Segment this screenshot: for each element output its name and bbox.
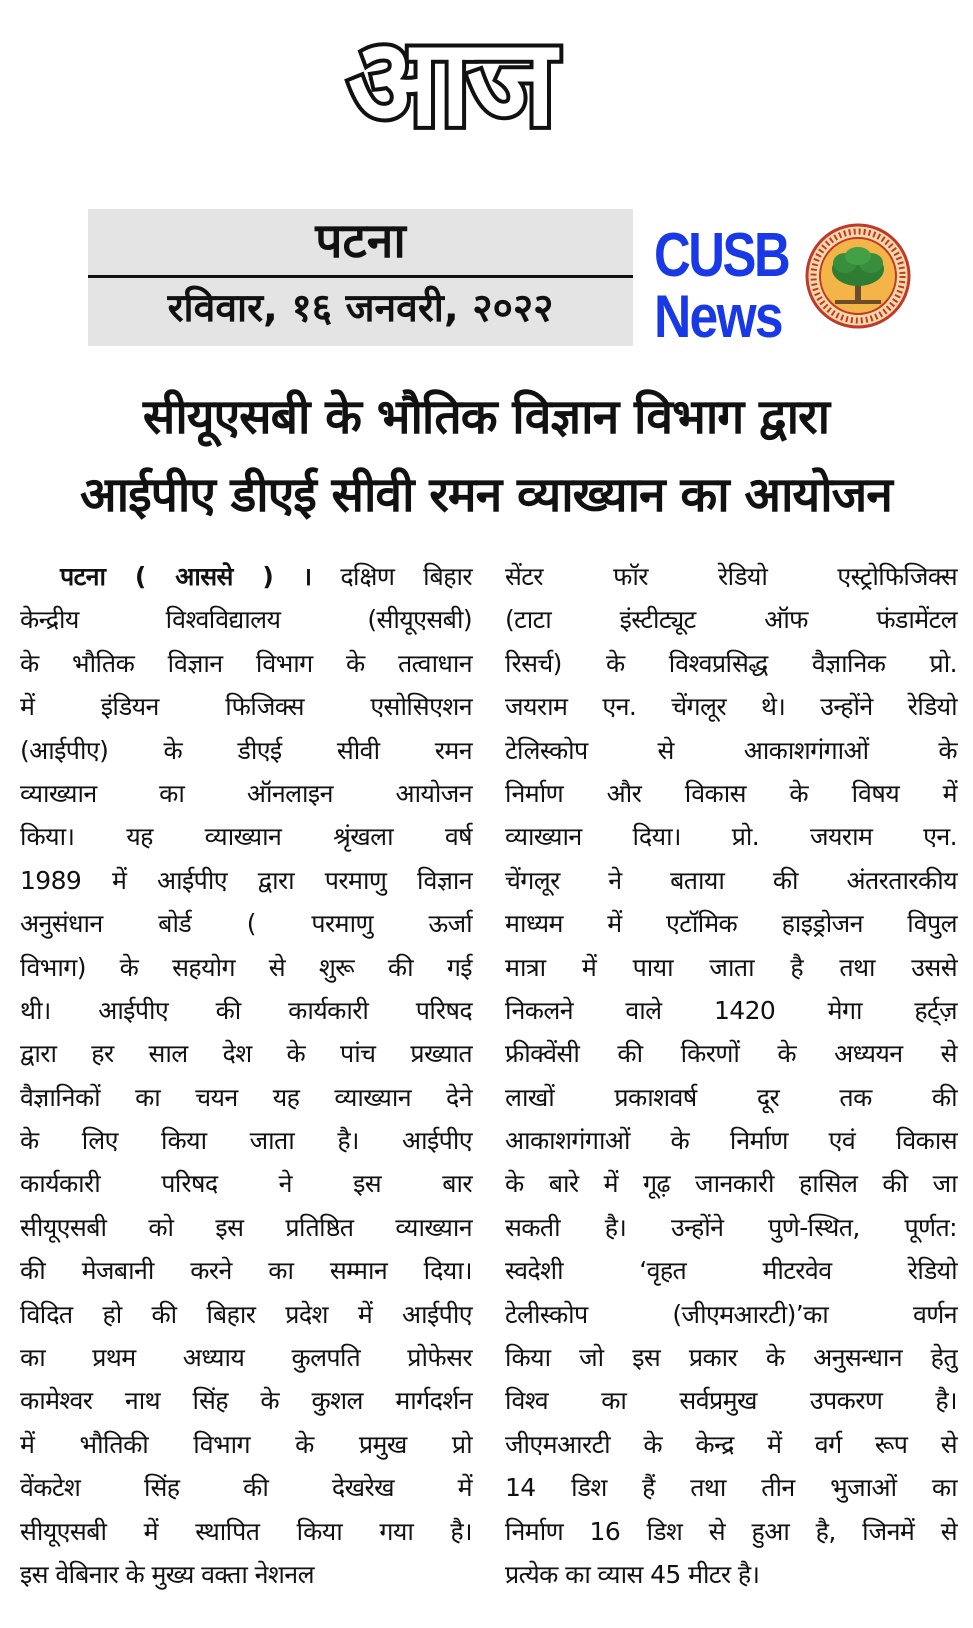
article-line: के बारे में गूढ़ जानकारी हासिल की जा bbox=[505, 1169, 957, 1199]
dateline-divider bbox=[88, 275, 633, 278]
article-line: रिसर्च) के विश्वप्रसिद्ध वैज्ञानिक प्रो. bbox=[505, 648, 957, 678]
article-line: 1989 में आईपीए द्वारा परमाणु विज्ञान bbox=[20, 865, 472, 895]
brand-line-news: News bbox=[654, 283, 782, 350]
headline bbox=[12, 378, 960, 534]
masthead bbox=[270, 8, 630, 158]
article-line: इस वेबिनार के मुख्य वक्ता नेशनल bbox=[20, 1559, 314, 1589]
article-column-right bbox=[505, 555, 957, 1596]
article-line: सीयूएसबी में स्थापित किया गया है। bbox=[20, 1516, 472, 1546]
article-line: थी। आईपीए की कार्यकारी परिषद bbox=[20, 995, 472, 1025]
article-line: वैज्ञानिकों का चयन यह व्याख्यान देने bbox=[20, 1082, 472, 1112]
article-line: सेंटर फॉर रेडियो एस्ट्रोफिजिक्स bbox=[505, 562, 957, 591]
article-line: के भौतिक विज्ञान विभाग के तत्वाधान bbox=[20, 648, 472, 678]
article-dateline-lead: पटना ( आससे ) । bbox=[60, 562, 312, 591]
article-line: द्वारा हर साल देश के पांच प्रख्यात bbox=[20, 1039, 472, 1069]
dateline-city: पटना bbox=[315, 213, 406, 269]
dateline-date: रविवार, १६ जनवरी, २०२२ bbox=[167, 286, 554, 331]
article-line: निकलने वाले 1420 मेगा हर्ट्ज़ bbox=[505, 995, 957, 1025]
article-line: व्याख्यान का ऑनलाइन आयोजन bbox=[20, 778, 472, 808]
article-line: में भौतिकी विभाग के प्रमुख प्रो bbox=[20, 1429, 472, 1459]
article-line: माध्यम में एटॉमिक हाइड्रोजन विपुल bbox=[505, 909, 957, 939]
article-line: की मेजबानी करने का सम्मान दिया। bbox=[20, 1256, 472, 1286]
article-line: प्रत्येक का व्यास 45 मीटर है। bbox=[505, 1559, 760, 1589]
article-column-left bbox=[20, 555, 472, 1596]
article-line: (आईपीए) के डीएई सीवी रमन bbox=[20, 735, 472, 765]
article-line: सीयूएसबी को इस प्रतिष्ठित व्याख्यान bbox=[20, 1212, 472, 1242]
article-line: कामेश्वर नाथ सिंह के कुशल मार्गदर्शन bbox=[20, 1386, 472, 1416]
article-line: किया जो इस प्रकार के अनुसन्धान हेतु bbox=[505, 1343, 957, 1373]
article-line: टेलिस्कोप से आकाशगंगाओं के bbox=[505, 735, 957, 765]
article-line: 14 डिश हैं तथा तीन भुजाओं का bbox=[505, 1473, 957, 1503]
article-line: जीएमआरटी के केन्द्र में वर्ग रूप से bbox=[505, 1429, 957, 1459]
article-line: किया। यह व्याख्यान श्रृंखला वर्ष bbox=[20, 822, 472, 852]
article-line: सकती है। उन्होंने पुणे-स्थित, पूर्णत: bbox=[505, 1212, 957, 1242]
article-line: वेंकटेश सिंह की देखरेख में bbox=[20, 1473, 472, 1503]
article-line: विश्व का सर्वप्रमुख उपकरण है। bbox=[505, 1386, 957, 1416]
article-line: चेंगलूर ने बताया की अंतरतारकीय bbox=[505, 865, 957, 895]
university-seal-icon bbox=[805, 223, 911, 329]
headline-line-1: सीयूएसबी के भौतिक विज्ञान विभाग द्वारा bbox=[142, 389, 830, 445]
dateline-box bbox=[88, 209, 633, 346]
article-line: अनुसंधान बोर्ड ( परमाणु ऊर्जा bbox=[20, 909, 472, 939]
article-line: में इंडियन फिजिक्स एसोसिएशन bbox=[20, 692, 472, 722]
article-line: कार्यकारी परिषद ने इस बार bbox=[20, 1169, 472, 1199]
article-line: विभाग) के सहयोग से शुरू की गई bbox=[20, 952, 472, 982]
article-line: निर्माण और विकास के विषय में bbox=[505, 778, 957, 808]
article-line: विदित हो की बिहार प्रदेश में आईपीए bbox=[20, 1299, 472, 1329]
article-line: मात्रा में पाया जाता है तथा उससे bbox=[505, 952, 957, 982]
article-line: के लिए किया जाता है। आईपीए bbox=[20, 1126, 472, 1156]
article-line: लाखों प्रकाशवर्ष दूर तक की bbox=[505, 1082, 957, 1112]
article-line: फ्रीक्वेंसी की किरणों के अध्ययन से bbox=[505, 1039, 957, 1069]
article-line: (टाटा इंस्टीट्यूट ऑफ फंडामेंटल bbox=[505, 605, 957, 635]
article-line: आकाशगंगाओं के निर्माण एवं विकास bbox=[505, 1126, 957, 1156]
article-line bbox=[20, 555, 472, 598]
article-line-text: दक्षिण बिहार bbox=[311, 562, 472, 591]
article-line: स्वदेशी ‘वृहत मीटरवेव रेडियो bbox=[505, 1256, 957, 1286]
masthead-title: आज bbox=[348, 12, 552, 153]
article-line: केन्द्रीय विश्वविद्यालय (सीयूएसबी) bbox=[20, 605, 472, 635]
brand-line-cusb: CUSB bbox=[654, 221, 789, 290]
cusb-news-brand bbox=[654, 221, 804, 355]
article-line: का प्रथम अध्याय कुलपति प्रोफेसर bbox=[20, 1343, 472, 1373]
article-line: टेलीस्कोप (जीएमआरटी)’का वर्णन bbox=[505, 1299, 957, 1329]
article-line: व्याख्यान दिया। प्रो. जयराम एन. bbox=[505, 822, 957, 852]
article-line: जयराम एन. चेंगलूर थे। उन्होंने रेडियो bbox=[505, 692, 957, 722]
article-line: निर्माण 16 डिश से हुआ है, जिनमें से bbox=[505, 1516, 957, 1546]
headline-line-2: आईपीए डीएई सीवी रमन व्याख्यान का आयोजन bbox=[80, 467, 892, 523]
